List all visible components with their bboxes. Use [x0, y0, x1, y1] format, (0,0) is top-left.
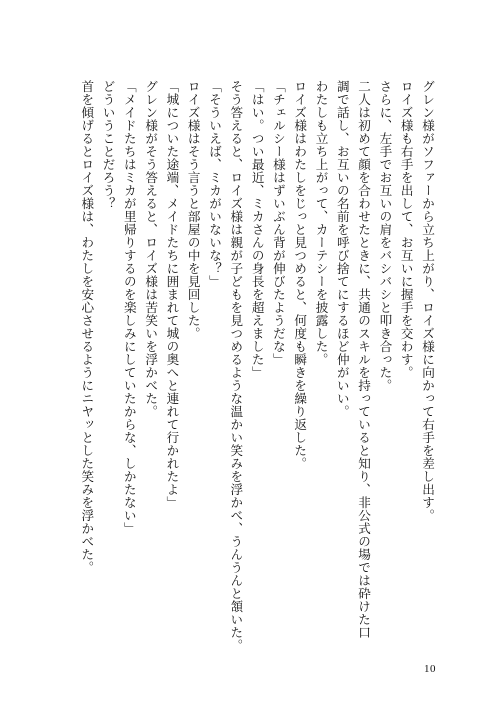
text-line: 調で話し、お互いの名前を呼び捨てにするほど仲がいい。	[334, 80, 350, 418]
text-line: ロイズ様はわたしをじっと見つめると、何度も瞬きを繰り返した。	[292, 80, 308, 470]
text-line: そう答えると、ロイズ様は親が子どもを見つめるような温かい笑みを浮かべ、うんうんと頷いた。	[228, 80, 244, 652]
text-line: 首を傾げるとロイズ様は、わたしを安心させるようにニヤッとした笑みを浮かべた。	[79, 80, 95, 574]
text-line: 「チェルシー様はずいぶん背が伸びたようだな」	[270, 80, 286, 366]
text-line: どういうことだろう？	[100, 80, 116, 210]
text-line: ロイズ様も右手を出して、お互いに握手を交わす。	[398, 80, 414, 379]
text-line: わたしも立ち上がって、カーテシーを披露した。	[313, 80, 329, 366]
text-line: グレン様がソファーから立ち上がり、ロイズ様に向かって右手を差し出す。	[420, 80, 435, 522]
text-line: 「城についた途端、メイドたちに囲まれて城の奥へと連れて行かれたよ」	[164, 80, 180, 509]
text-line: 「そういえば、ミカがいないな？」	[207, 80, 223, 288]
text-line: ロイズ様はそう言うと部屋の中を見回した。	[185, 80, 201, 340]
text-line: 「メイドたちはミカが里帰りするのを楽しみにしていたからな、しかたない」	[121, 80, 137, 535]
text-line: 「はい。つい最近、ミカさんの身長を超えました」	[249, 80, 265, 379]
body-text	[76, 80, 438, 652]
text-line: グレン様がそう答えると、ロイズ様は苦笑いを浮かべた。	[143, 80, 159, 418]
text-line: さらに、左手でお互いの肩をバシバシと叩き合った。	[377, 80, 393, 392]
text-line: 二人は初めて顔を合わせたときに、共通のスキルを持っていると知り、非公式の場では砕けた口	[356, 80, 372, 639]
page-number: 10	[424, 663, 436, 675]
